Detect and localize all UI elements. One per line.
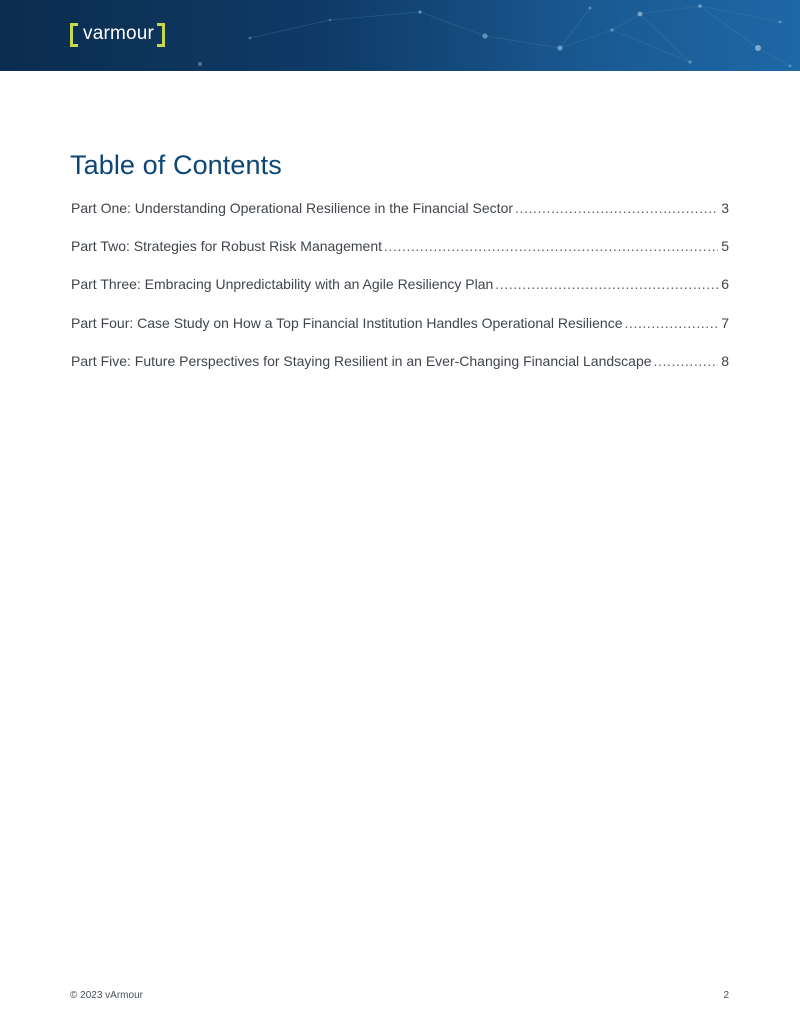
toc-entry-label: Part Two: Strategies for Robust Risk Management xyxy=(71,238,382,255)
toc-entry-label: Part Four: Case Study on How a Top Financial Institution Handles Operational Resilience xyxy=(71,314,623,331)
varmour-logo xyxy=(70,21,165,49)
toc-title: Table of Contents xyxy=(70,150,282,180)
toc-list xyxy=(71,200,729,391)
toc-entry-part-three[interactable] xyxy=(71,276,729,314)
toc-entry-page: 6 xyxy=(721,276,729,293)
toc-entry-label: Part Five: Future Perspectives for Staying Resilient in an Ever-Changing Financial Landscape xyxy=(71,352,652,369)
toc-entry-label: Part Three: Embracing Unpredictability with an Agile Resiliency Plan xyxy=(71,276,494,293)
footer-page-number: 2 xyxy=(723,990,729,1001)
toc-entry-part-five[interactable] xyxy=(71,353,729,391)
toc-entry-part-one[interactable] xyxy=(71,200,729,238)
toc-dot-leader xyxy=(495,276,718,292)
logo-left-bracket xyxy=(70,23,78,47)
logo-right-bracket xyxy=(157,23,165,47)
toc-entry-label: Part One: Understanding Operational Resilience in the Financial Sector xyxy=(71,200,514,216)
footer-copyright: © 2023 vArmour xyxy=(70,990,143,1001)
toc-dot-leader xyxy=(384,238,718,254)
logo-text: varmour xyxy=(83,23,155,44)
toc-dot-leader xyxy=(515,200,718,216)
toc-dot-leader xyxy=(654,353,719,369)
toc-dot-leader xyxy=(624,315,718,331)
toc-entry-page: 5 xyxy=(721,238,729,255)
toc-entry-part-two[interactable] xyxy=(71,238,729,276)
toc-entry-page: 8 xyxy=(721,352,729,369)
toc-entry-page: 7 xyxy=(721,314,729,331)
toc-entry-part-four[interactable] xyxy=(71,315,729,353)
header-banner xyxy=(0,0,800,71)
toc-entry-page: 3 xyxy=(721,200,729,216)
